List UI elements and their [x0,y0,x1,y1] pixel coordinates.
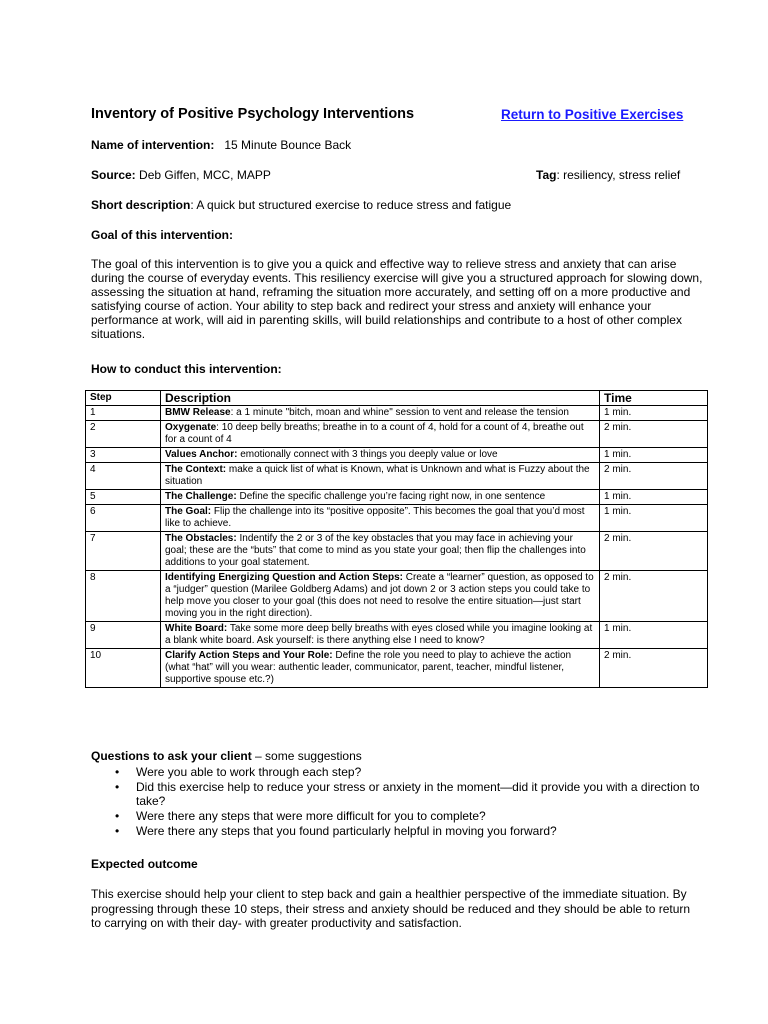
questions-heading-line [91,749,703,763]
step-number: 3 [86,448,161,463]
table-row [86,532,708,571]
step-text: : a 1 minute "bitch, moan and whine" session to vent and release the tension [230,407,569,418]
source-line [91,168,271,182]
step-description [161,490,600,505]
step-time: 2 min. [600,649,708,688]
goal-paragraph: The goal of this intervention is to give you a quick and effective way to relieve stress and anxiety that can arise during the course of everyday events. This resiliency exercise will give you a structured approach for slowing down, assessing the situation at hand, reframing the situation more accurately, and setting off on a more productive and satisfying course of action. Your ability to step back and redirect your stress and anxiety will enhance your performance at work, will aid in parenting skills, will build relationships and contribute to a host of other complex situations. [91,257,703,341]
name-label: Name of intervention: [91,138,215,152]
step-time: 2 min. [600,463,708,490]
step-description [161,571,600,622]
step-text: Define the specific challenge you’re facing right now, in one sentence [236,491,546,502]
table-row [86,490,708,505]
step-number: 2 [86,421,161,448]
step-time: 2 min. [600,532,708,571]
step-number: 5 [86,490,161,505]
step-text: Flip the challenge into its “positive opposite”. This becomes the goal that you’d most like to achieve. [165,506,585,529]
table-header-row [86,391,708,406]
tag-line [536,168,680,182]
questions-heading: Questions to ask your client [91,749,252,763]
step-title: White Board: [165,623,228,634]
step-text: Indentify the 2 or 3 of the key obstacles that you may face in achieving your goal; these are the “buts” that come to mind as you state your goal; then flip the challenges into additions to your goal statement. [165,533,586,568]
questions-section [91,749,703,839]
step-time: 1 min. [600,490,708,505]
expected-outcome-heading: Expected outcome [91,857,198,871]
expected-outcome-paragraph: This exercise should help your client to step back and gain a healthier perspective of the immediate situation. By progressing through these 10 steps, their stress and anxiety should be reduced and they should be able to return to carrying on with their day- with greater productivity and satisfaction. [91,887,691,930]
steps-table [85,390,708,688]
step-title: The Context: [165,464,227,475]
table-row [86,406,708,421]
step-title: Identifying Energizing Question and Action Steps: [165,572,403,583]
questions-list [91,765,703,838]
table-row [86,622,708,649]
step-text: make a quick list of what is Known, what is Unknown and what is Fuzzy about the situation [165,464,590,487]
step-title: The Obstacles: [165,533,237,544]
step-text: emotionally connect with 3 things you deeply value or love [237,449,498,460]
list-item: • Were you able to work through each step? [91,765,703,779]
step-time: 2 min. [600,421,708,448]
source-value: Deb Giffen, MCC, MAPP [139,168,271,182]
step-description [161,532,600,571]
step-number: 1 [86,406,161,421]
step-time: 1 min. [600,406,708,421]
step-text: Create a “learner” question, as opposed to a “judger” question (Marilee Goldberg Adams) and jot down 2 or 3 action steps you could take to help move you closer to your goal (this does not need to resolve the entire situation—just start moving you in the right direction). [165,572,594,619]
table-row [86,505,708,532]
tag-label: Tag [536,168,557,182]
step-description [161,406,600,421]
goal-heading: Goal of this intervention: [91,228,234,242]
step-description [161,421,600,448]
short-description-label: Short description [91,198,191,212]
step-description [161,505,600,532]
tag-value: : resiliency, stress relief [556,168,681,182]
step-column-header: Step [86,391,161,406]
step-description [161,463,600,490]
table-row [86,571,708,622]
step-number: 6 [86,505,161,532]
step-time: 2 min. [600,571,708,622]
list-item: • Were there any steps that you found particularly helpful in moving you forward? [91,824,703,838]
step-text: : 10 deep belly breaths; breathe in to a count of 4, hold for a count of 4, breathe out for a count of 4 [165,422,584,445]
table-row [86,421,708,448]
name-of-intervention-line [91,138,351,152]
list-item: • Were there any steps that were more difficult for you to complete? [91,809,703,823]
step-title: The Goal: [165,506,212,517]
step-title: Oxygenate [165,422,217,433]
step-time: 1 min. [600,622,708,649]
description-column-header: Description [161,391,600,406]
table-row [86,649,708,688]
table-row [86,448,708,463]
questions-heading-suffix: – some suggestions [251,749,362,763]
step-title: BMW Release [165,407,231,418]
step-description [161,622,600,649]
step-title: The Challenge: [165,491,237,502]
return-to-positive-exercises-link[interactable]: Return to Positive Exercises [501,107,684,122]
step-number: 4 [86,463,161,490]
step-time: 1 min. [600,505,708,532]
step-title: Clarify Action Steps and Your Role: [165,650,333,661]
step-number: 10 [86,649,161,688]
short-description-value: : A quick but structured exercise to reduce stress and fatigue [190,198,512,212]
how-to-conduct-heading: How to conduct this intervention: [91,362,282,376]
time-column-header: Time [600,391,708,406]
step-description [161,448,600,463]
step-text: Define the role you need to play to achieve the action (what “hat” will you wear: authentic leader, communicator, parent, teacher, mindful listener, supportive spouse etc.?) [165,650,572,685]
list-item: • Did this exercise help to reduce your stress or anxiety in the moment—did it provide you with a direction to take? [91,780,703,808]
step-description [161,649,600,688]
document-title: Inventory of Positive Psychology Interventions [91,106,415,122]
step-text: Take some more deep belly breaths with eyes closed while you imagine looking at a blank white board. Ask yourself: is there anything else I need to know? [165,623,593,646]
source-label: Source: [91,168,136,182]
table-row [86,463,708,490]
step-number: 7 [86,532,161,571]
step-time: 1 min. [600,448,708,463]
step-number: 9 [86,622,161,649]
name-value: 15 Minute Bounce Back [224,138,352,152]
step-number: 8 [86,571,161,622]
short-description-line [91,198,511,212]
step-title: Values Anchor: [165,449,238,460]
